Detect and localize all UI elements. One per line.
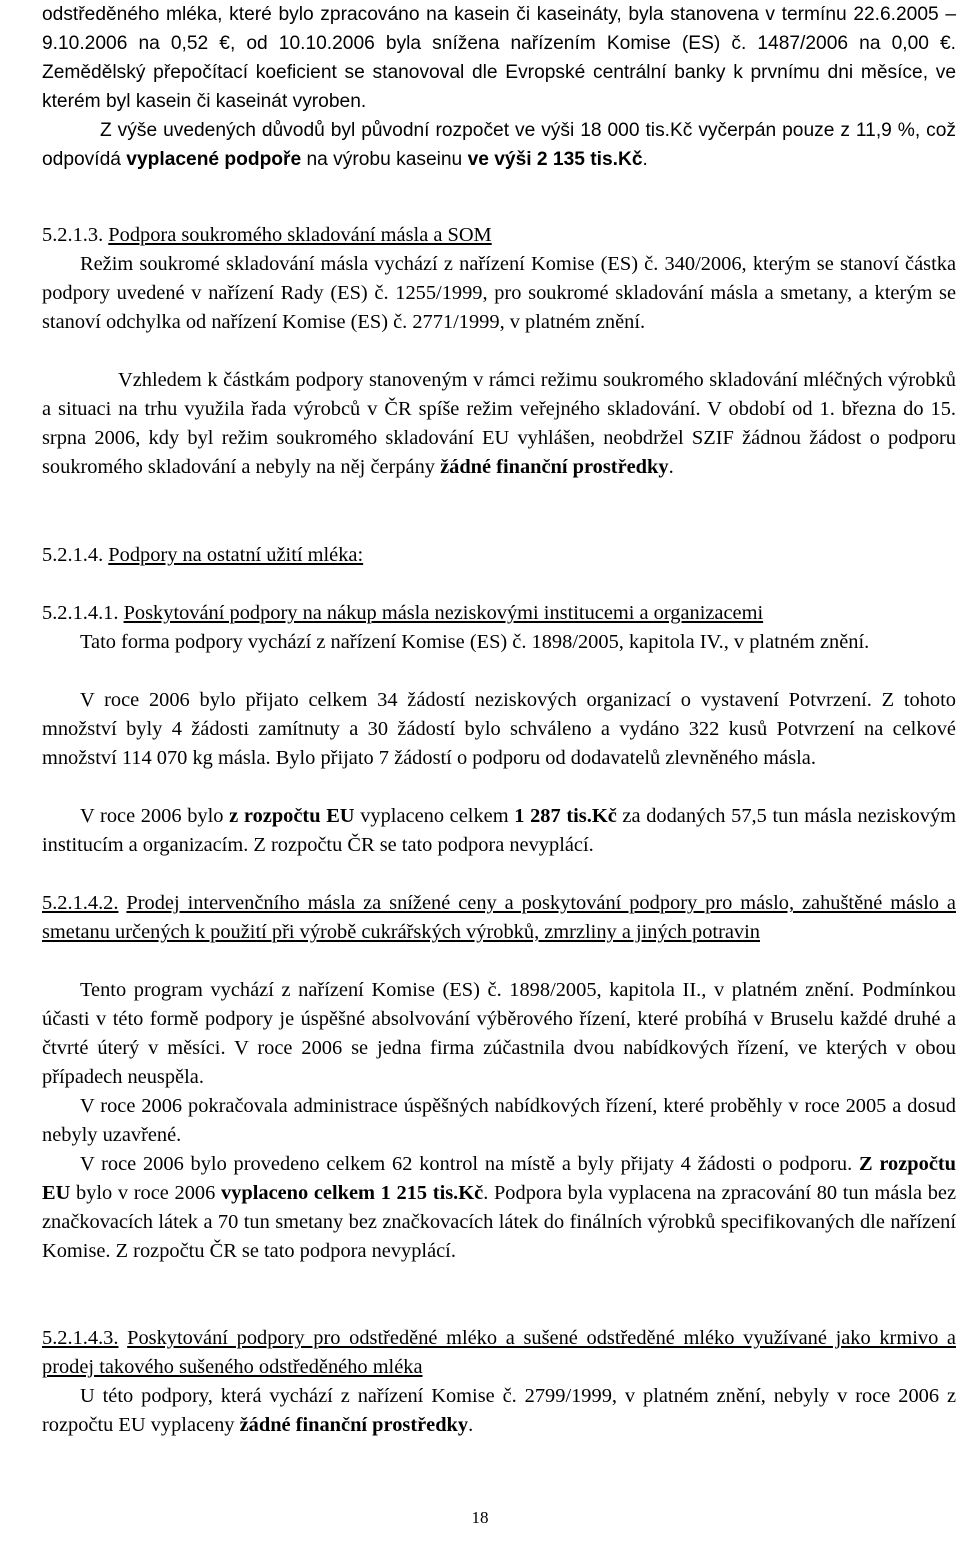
- bold-text: 1 287 tis.Kč: [514, 805, 617, 827]
- text: V roce 2006 bylo provedeno celkem 62 kontrol na místě a byly přijaty 4 žádosti o podporu.: [80, 1153, 859, 1175]
- bold-text: Z rozpočtu EU: [42, 1153, 957, 1204]
- bold-text: vyplacené podpoře: [126, 149, 302, 170]
- section-title: Podpory na ostatní užití mléka:: [108, 544, 364, 566]
- text: Vzhledem k částkám podpory stanoveným v rámci režimu soukromého skladování mléčných výrobků a situaci na trhu využila řada výrobců v ČR spíše režim veřejného skladování. V období od 1. března do 15. srpna 2006, kdy byl režim soukromého skladování EU vyhlášen, neobdržel SZIF žádnou žádost o podporu soukromého skladování a nebyly na něj čerpány: [42, 369, 956, 478]
- section-number: 5.2.1.4.1.: [42, 602, 119, 624]
- section-heading-5-2-1-4-1: [42, 599, 956, 628]
- text: na výrobu kaseinu: [301, 149, 468, 170]
- section-number: 5.2.1.4.: [42, 544, 104, 566]
- paragraph-budget: [42, 116, 956, 174]
- section-heading-5-2-1-4-2: [42, 889, 956, 947]
- text: vyplaceno celkem: [354, 805, 515, 827]
- paragraph-casein-end: [42, 0, 956, 116]
- text: .: [642, 149, 648, 170]
- text: Tato forma podpory vychází z nařízení Komise (ES) č. 1898/2005, kapitola IV., v platném znění.: [80, 631, 870, 653]
- bold-text: vyplaceno celkem 1 215 tis.Kč: [220, 1182, 484, 1204]
- text: bylo v roce 2006: [70, 1182, 221, 1204]
- text: odstředěného mléka, které bylo zpracováno na kasein či kaseináty, byla stanovena v termínu 22.6.2005 – 9.10.2006 na 0,52 €, od 10.10.2006 byla snížena nařízením Komise (ES) č. 1487/2006 na 0,00 €.: [42, 4, 956, 54]
- paragraph: [42, 686, 956, 773]
- section-heading-5-2-1-4-3: [42, 1324, 956, 1382]
- paragraph: [42, 628, 956, 657]
- text: V roce 2006 bylo: [80, 805, 230, 827]
- section-number: 5.2.1.4.2.: [42, 892, 119, 914]
- section-title: Podpora soukromého skladování másla a SOM: [108, 224, 492, 246]
- text: U této podpory, která vychází z nařízení Komise č. 2799/1999, v platném znění, nebyly v roce 2006 z rozpočtu EU vyplaceny: [42, 1385, 956, 1436]
- text: V roce 2006 bylo přijato celkem 34 žádostí neziskových organizací o vystavení Potvrzení. Z tohoto množství byly 4 žádosti zamítnuty a 30 žádostí bylo schváleno a vydáno 322 kusů Potvrzení na celkové množství 114 070 kg másla. Bylo přijato 7 žádostí o podporu od dodavatelů zlevněného másla.: [42, 689, 956, 769]
- section-title: Prodej intervenčního másla za snížené ceny a poskytování podpory pro máslo, zahuštěné máslo a smetanu určených k použití při výrobě cukrářských výrobků, zmrzliny a jiných potravin: [42, 892, 956, 943]
- text: .: [468, 1414, 474, 1436]
- text: za dodaných 57,5 tun másla neziskovým institucím a organizacím. Z rozpočtu ČR se tato podpora nevyplácí.: [42, 805, 956, 856]
- section-heading-5-2-1-3: [42, 221, 956, 250]
- bold-text: ve výši 2 135 tis.Kč: [467, 149, 643, 170]
- section-title: Poskytování podpory pro odstředěné mléko a sušené odstředěné mléko využívané jako krmivo a prodej takového sušeného odstředěného mléka: [42, 1327, 956, 1378]
- text: Z výše uvedených důvodů byl původní rozpočet ve výši 18 000 tis.Kč vyčerpán pouze z 11,9 %, což odpovídá: [42, 120, 956, 170]
- text: Zemědělský přepočítací koeficient se stanovoval dle Evropské centrální banky k prvnímu dni měsíce, ve kterém byl kasein či kaseinát vyroben.: [42, 62, 956, 112]
- bold-text: z rozpočtu EU: [229, 805, 355, 827]
- paragraph: [42, 250, 956, 337]
- paragraph: [42, 1150, 956, 1266]
- section-number: 5.2.1.3.: [42, 224, 104, 246]
- text: .: [668, 456, 674, 478]
- paragraph: [42, 976, 956, 1092]
- bold-text: žádné finanční prostředky: [239, 1414, 469, 1436]
- paragraph: [42, 802, 956, 860]
- bold-text: žádné finanční prostředky: [440, 456, 669, 478]
- text: . Podpora byla vyplacena na zpracování 80 tun másla bez značkovacích látek a 70 tun smetany bez značkovacích látek do finálních výrobků specifikovaných dle nařízení Komise. Z rozpočtu ČR se tato podpora nevyplácí.: [42, 1182, 956, 1262]
- text: V roce 2006 pokračovala administrace úspěšných nabídkových řízení, které proběhly v roce 2005 a dosud nebyly uzavřené.: [42, 1095, 956, 1146]
- section-heading-5-2-1-4: [42, 541, 956, 570]
- page-number: 18: [471, 1508, 489, 1527]
- text: Tento program vychází z nařízení Komise (ES) č. 1898/2005, kapitola II., v platném znění. Podmínkou účasti v této formě podpory je úspěšné absolvování výběrového řízení, které probíhá v Bruselu každé druhé a čtvrté úterý v měsíci. V roce 2006 se jedna firma zúčastnila dvou nabídkových řízení, ve kterých v obou případech neuspěla.: [42, 979, 956, 1088]
- paragraph: [42, 1382, 956, 1440]
- paragraph: [42, 1092, 956, 1150]
- section-title: Poskytování podpory na nákup másla neziskovými institucemi a organizacemi: [123, 602, 764, 624]
- paragraph: [42, 366, 956, 482]
- text: Režim soukromé skladování másla vychází z nařízení Komise (ES) č. 340/2006, kterým se stanoví částka podpory uvedené v nařízení Rady (ES) č. 1255/1999, pro soukromé skladování másla a smetany, a kterým se stanoví odchylka od nařízení Komise (ES) č. 2771/1999, v platném znění.: [42, 253, 956, 333]
- section-number: 5.2.1.4.3.: [42, 1327, 119, 1349]
